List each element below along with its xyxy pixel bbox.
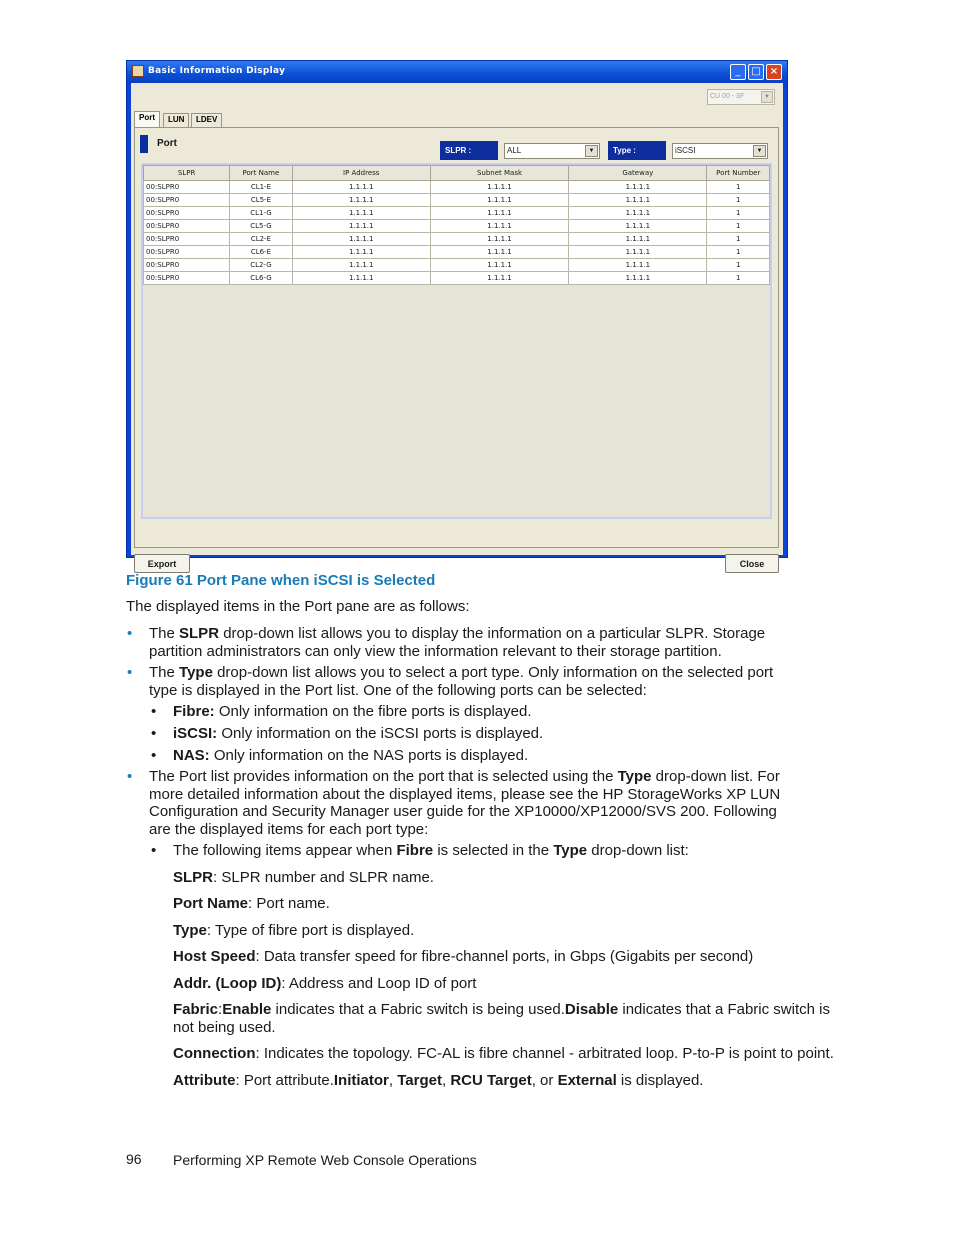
table-cell: 1 [707, 272, 770, 285]
def-connection [173, 1045, 834, 1063]
table-cell: 00:SLPR0 [144, 272, 230, 285]
table-cell: 1 [707, 194, 770, 207]
port-table [143, 165, 770, 285]
column-header[interactable]: SLPR [144, 166, 230, 181]
pane-title: Port [157, 138, 177, 149]
table-cell: 1 [707, 246, 770, 259]
column-header[interactable]: Port Number [707, 166, 770, 181]
sub-bullet-fibre [173, 703, 532, 721]
text: The following items appear when [173, 842, 397, 859]
bullet-marker: • [127, 664, 133, 681]
term-slpr: SLPR [179, 625, 220, 642]
term: SLPR [173, 869, 214, 886]
table-cell: CL5-G [230, 220, 292, 233]
intro-text: The displayed items in the Port pane are as follows: [126, 598, 470, 615]
table-cell: 1.1.1.1 [292, 259, 430, 272]
term: RCU Target [450, 1072, 532, 1089]
window-client [131, 83, 783, 569]
term: Initiator [333, 1072, 389, 1089]
sub-bullet-marker: • [151, 747, 157, 764]
table-cell: CL5-E [230, 194, 292, 207]
table-cell: CL1-E [230, 181, 292, 194]
slpr-value: ALL [507, 146, 522, 155]
term: Disable [564, 1001, 619, 1018]
chevron-down-icon[interactable]: ▼ [585, 145, 598, 157]
table-cell: 1 [707, 259, 770, 272]
table-cell: 00:SLPR0 [144, 233, 230, 246]
term: Fibre: [173, 703, 215, 720]
term: iSCSI: [173, 725, 218, 742]
export-button[interactable]: Export [134, 554, 190, 573]
table-cell: 1.1.1.1 [430, 233, 568, 246]
type-label: Type : [608, 141, 666, 160]
table-cell: 1.1.1.1 [292, 207, 430, 220]
text: , [441, 1072, 451, 1089]
table-row[interactable] [144, 220, 770, 233]
type-dropdown[interactable] [672, 143, 768, 159]
tab-port[interactable]: Port [134, 111, 160, 127]
table-cell: 1.1.1.1 [569, 246, 707, 259]
table-cell: 00:SLPR0 [144, 207, 230, 220]
sub-bullet-marker: • [151, 842, 157, 859]
running-footer: Performing XP Remote Web Console Operations [173, 1152, 477, 1168]
text: drop-down list allows you to display the information on a particular SLPR. Storage [219, 625, 766, 642]
def-host-speed [173, 948, 753, 966]
term: Connection [173, 1045, 256, 1062]
table-cell: 1.1.1.1 [569, 259, 707, 272]
chevron-down-icon[interactable]: ▼ [761, 91, 773, 103]
def-slpr [173, 869, 434, 887]
term: NAS: [173, 747, 210, 764]
table-cell: CL6-E [230, 246, 292, 259]
column-header[interactable]: Gateway [569, 166, 707, 181]
table-cell: 1.1.1.1 [292, 194, 430, 207]
text: The [149, 664, 180, 681]
text: : SLPR number and SLPR name. [213, 869, 434, 886]
table-cell: 00:SLPR0 [144, 181, 230, 194]
bullet-type [149, 664, 849, 699]
title-bar[interactable] [127, 61, 787, 83]
bullet-marker: • [127, 625, 133, 642]
text: : Address and Loop ID of port [281, 975, 477, 992]
slpr-label: SLPR : [440, 141, 498, 160]
table-cell: 1.1.1.1 [292, 181, 430, 194]
table-row[interactable] [144, 272, 770, 285]
minimize-icon[interactable]: _ [730, 64, 746, 80]
sub-bullet-marker: • [151, 725, 157, 742]
type-value: iSCSI [675, 146, 696, 155]
text: drop-down list allows you to select a port type. Only information on the selected port [212, 664, 774, 681]
def-attribute [173, 1072, 703, 1090]
basic-information-display-window [126, 60, 788, 569]
sub-bullet-marker: • [151, 703, 157, 720]
cu-range-select[interactable] [707, 89, 775, 105]
term-type: Type [617, 768, 652, 785]
table-row[interactable] [144, 194, 770, 207]
table-cell: 1.1.1.1 [569, 207, 707, 220]
text: indicates that a Fabric switch is being used. [271, 1001, 565, 1018]
table-cell: 00:SLPR0 [144, 259, 230, 272]
bullet-slpr [149, 625, 849, 660]
sub-bullet-fibre-items [173, 842, 689, 860]
table-cell: 1 [707, 233, 770, 246]
def-type [173, 922, 414, 940]
term: Addr. (Loop ID) [173, 975, 282, 992]
slpr-dropdown[interactable] [504, 143, 600, 159]
table-cell: 1.1.1.1 [569, 220, 707, 233]
table-row[interactable] [144, 233, 770, 246]
text: : Type of fibre port is displayed. [206, 922, 415, 939]
text: : Indicates the topology. FC-AL is fibre channel - arbitrated loop. P-to-P is point to point. [255, 1045, 834, 1062]
bullet-marker: • [127, 768, 133, 785]
pane-marker [140, 135, 148, 153]
table-cell: 1.1.1.1 [569, 272, 707, 285]
app-icon [132, 65, 144, 77]
def-port-name [173, 895, 330, 913]
text: are the displayed items for each port type: [149, 820, 429, 838]
text: more detailed information about the displayed items, please see the HP StorageWorks XP LUN [149, 785, 781, 803]
text: Only information on the NAS ports is displayed. [209, 747, 529, 764]
def-fabric [173, 1001, 843, 1036]
chevron-down-icon[interactable]: ▼ [753, 145, 766, 157]
table-cell: CL6-G [230, 272, 292, 285]
table-cell: 1.1.1.1 [292, 233, 430, 246]
table-cell: CL2-G [230, 259, 292, 272]
text: : [218, 1001, 223, 1018]
term: Type [173, 922, 207, 939]
port-list[interactable] [141, 163, 772, 519]
term-type: Type [179, 664, 213, 681]
def-addr [173, 975, 476, 993]
table-row[interactable] [144, 181, 770, 194]
table-cell: 1.1.1.1 [292, 272, 430, 285]
text: drop-down list: [587, 842, 689, 859]
text: Only information on the fibre ports is displayed. [214, 703, 532, 720]
table-cell: 1.1.1.1 [430, 220, 568, 233]
tab-lun[interactable]: LUN [163, 113, 189, 127]
table-cell: CL1-G [230, 207, 292, 220]
term: Target [397, 1072, 442, 1089]
figure-caption: Figure 61 Port Pane when iSCSI is Selected [126, 572, 436, 589]
table-cell: 1.1.1.1 [430, 207, 568, 220]
close-button[interactable]: Close [725, 554, 779, 573]
text: The Port list provides information on the port that is selected using the [149, 768, 618, 785]
text: The [149, 625, 180, 642]
term: External [557, 1072, 617, 1089]
table-cell: 1.1.1.1 [569, 194, 707, 207]
table-row[interactable] [144, 246, 770, 259]
table-row[interactable] [144, 259, 770, 272]
tab-ldev[interactable]: LDEV [191, 113, 222, 127]
table-cell: 00:SLPR0 [144, 246, 230, 259]
table-cell: 1.1.1.1 [430, 246, 568, 259]
term: Fibre [396, 842, 434, 859]
table-cell: 1.1.1.1 [292, 220, 430, 233]
term: Attribute [173, 1072, 236, 1089]
cu-range-value: CU 00 - 3F [710, 93, 745, 100]
table-cell: 00:SLPR0 [144, 220, 230, 233]
term: Type [553, 842, 588, 859]
maximize-icon[interactable]: □ [748, 64, 764, 80]
bullet-port-list [149, 768, 849, 838]
term: Port Name [173, 895, 249, 912]
column-header[interactable]: Subnet Mask [430, 166, 568, 181]
table-cell: 1.1.1.1 [292, 246, 430, 259]
text: , [388, 1072, 398, 1089]
text: , or [531, 1072, 558, 1089]
column-header[interactable]: Port Name [230, 166, 292, 181]
text: : Data transfer speed for fibre-channel ports, in Gbps (Gigabits per second) [255, 948, 754, 965]
close-icon[interactable]: × [766, 64, 782, 80]
table-cell: 00:SLPR0 [144, 194, 230, 207]
text: not being used. [173, 1018, 276, 1036]
text: indicates that a Fabric switch is [618, 1001, 830, 1018]
text: : Port name. [248, 895, 330, 912]
text: partition administrators can only view the information relevant to their storage partition. [149, 642, 722, 660]
table-cell: 1 [707, 181, 770, 194]
page-number: 96 [126, 1151, 142, 1167]
column-header[interactable]: IP Address [292, 166, 430, 181]
text: Configuration and Security Manager user guide for the XP10000/XP12000/SVS 200. Following [149, 803, 777, 820]
term: Host Speed [173, 948, 256, 965]
text: : Port attribute. [235, 1072, 334, 1089]
port-pane [134, 127, 779, 548]
table-cell: 1.1.1.1 [430, 259, 568, 272]
table-cell: 1 [707, 207, 770, 220]
table-cell: 1.1.1.1 [569, 233, 707, 246]
table-cell: 1.1.1.1 [569, 181, 707, 194]
term: Enable [222, 1001, 272, 1018]
table-cell: 1 [707, 220, 770, 233]
text: is displayed. [616, 1072, 704, 1089]
table-row[interactable] [144, 207, 770, 220]
table-header-row [144, 166, 770, 181]
text: is selected in the [433, 842, 554, 859]
table-cell: 1.1.1.1 [430, 181, 568, 194]
text: type is displayed in the Port list. One of the following ports can be selected: [149, 681, 647, 699]
table-cell: 1.1.1.1 [430, 194, 568, 207]
sub-bullet-iscsi [173, 725, 543, 743]
text: drop-down list. For [651, 768, 780, 785]
term: Fabric [173, 1001, 219, 1018]
window-title: Basic Information Display [148, 66, 286, 76]
table-cell: 1.1.1.1 [430, 272, 568, 285]
table-cell: CL2-E [230, 233, 292, 246]
sub-bullet-nas [173, 747, 528, 765]
text: Only information on the iSCSI ports is displayed. [217, 725, 544, 742]
